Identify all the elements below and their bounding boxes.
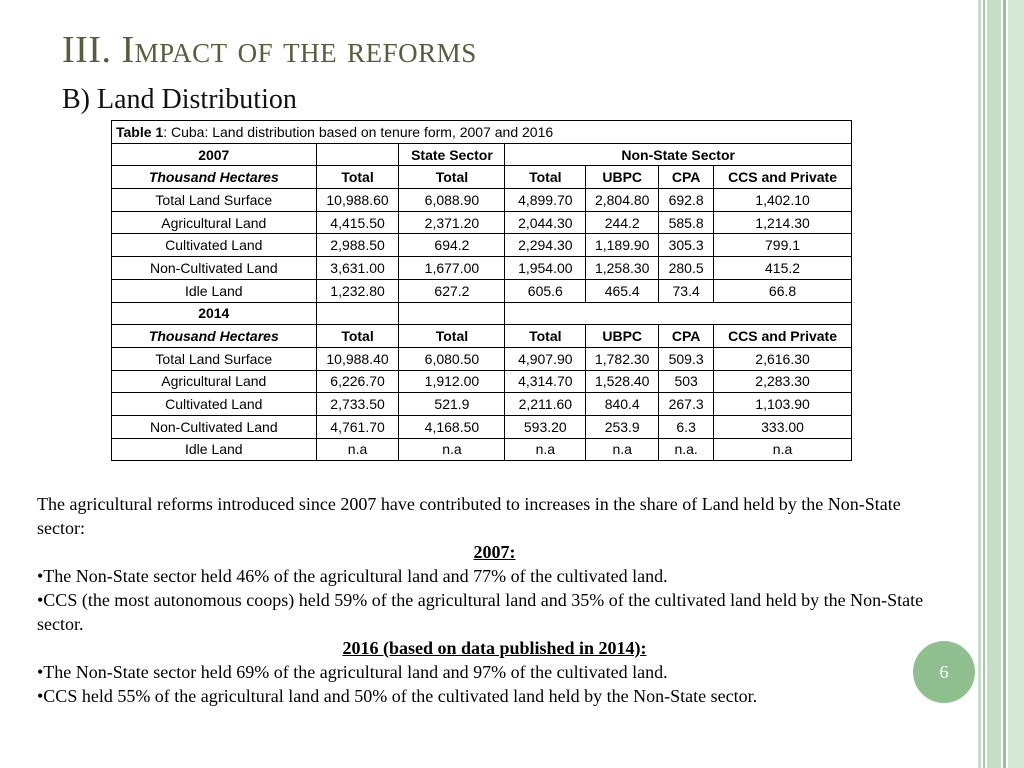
- table-cell: 267.3: [659, 393, 714, 416]
- table-row: [112, 393, 852, 416]
- year-2007-header: 2007: [112, 143, 317, 166]
- table-cell: 4,907.90: [505, 347, 586, 370]
- table-cell: 1,528.40: [586, 370, 659, 393]
- table-cell: 6,226.70: [316, 370, 399, 393]
- bullet-2016-1: •The Non-State sector held 69% of the agricultural land and 97% of the cultivated land.: [37, 662, 668, 682]
- column-header: Total: [316, 325, 399, 348]
- table-cell: 2,988.50: [316, 234, 399, 257]
- row-label: Cultivated Land: [112, 234, 317, 257]
- table-caption: [112, 121, 852, 144]
- table-cell: 1,258.30: [586, 257, 659, 280]
- table-row: [112, 279, 852, 302]
- column-header: CCS and Private: [714, 325, 852, 348]
- table-cell: 3,631.00: [316, 257, 399, 280]
- column-header: Thousand Hectares: [112, 166, 317, 189]
- column-header: CPA: [659, 166, 714, 189]
- heading-2016: 2016 (based on data published in 2014):: [342, 638, 647, 658]
- table-cell: 2,733.50: [316, 393, 399, 416]
- empty-cell: [316, 143, 399, 166]
- table-cell: 1,402.10: [714, 189, 852, 212]
- table-cell: 280.5: [659, 257, 714, 280]
- row-label: Non-Cultivated Land: [112, 257, 317, 280]
- slide-subtitle: B) Land Distribution: [62, 84, 297, 115]
- table-cell: 694.2: [399, 234, 505, 257]
- table-cell: 415.2: [714, 257, 852, 280]
- table-cell: 4,899.70: [505, 189, 586, 212]
- table-cell: 2,294.30: [505, 234, 586, 257]
- slide-title: III. Impact of the reforms: [62, 29, 477, 71]
- heading-2007: 2007:: [473, 542, 516, 562]
- table-cell: 503: [659, 370, 714, 393]
- caption-text: : Cuba: Land distribution based on tenure form, 2007 and 2016: [163, 123, 554, 140]
- page-number-badge: 6: [913, 641, 975, 703]
- column-header: CCS and Private: [714, 166, 852, 189]
- column-header: Total: [399, 166, 505, 189]
- table-cell: 2,044.30: [505, 211, 586, 234]
- column-header: Total: [505, 325, 586, 348]
- table-row: [112, 438, 852, 461]
- group-header-row-2014: [112, 302, 852, 325]
- table-cell: 2,211.60: [505, 393, 586, 416]
- table-row: [112, 211, 852, 234]
- table-cell: 305.3: [659, 234, 714, 257]
- state-sector-header: State Sector: [399, 143, 505, 166]
- table-cell: n.a: [586, 438, 659, 461]
- table-row: [112, 415, 852, 438]
- table-cell: 1,232.80: [316, 279, 399, 302]
- table-cell: 2,616.30: [714, 347, 852, 370]
- column-header: Total: [399, 325, 505, 348]
- table-cell: 1,214.30: [714, 211, 852, 234]
- table-cell: n.a.: [659, 438, 714, 461]
- table-row: [112, 234, 852, 257]
- table-cell: 585.8: [659, 211, 714, 234]
- table-cell: 799.1: [714, 234, 852, 257]
- table-cell: 1,782.30: [586, 347, 659, 370]
- column-header-row-2014: [112, 325, 852, 348]
- table-cell: 10,988.40: [316, 347, 399, 370]
- table-cell: 692.8: [659, 189, 714, 212]
- table-cell: 1,912.00: [399, 370, 505, 393]
- empty-cell: [399, 302, 505, 325]
- table-row: [112, 370, 852, 393]
- table-cell: 6,080.50: [399, 347, 505, 370]
- table-cell: 253.9: [586, 415, 659, 438]
- bullet-2016-2: •CCS held 55% of the agricultural land and 50% of the cultivated land held by the Non-State sector.: [37, 686, 758, 706]
- row-label: Agricultural Land: [112, 370, 317, 393]
- column-header: Total: [505, 166, 586, 189]
- table-cell: 333.00: [714, 415, 852, 438]
- bullet-2007-1: •The Non-State sector held 46% of the agricultural land and 77% of the cultivated land.: [37, 566, 668, 586]
- row-label: Total Land Surface: [112, 347, 317, 370]
- table-cell: 6,088.90: [399, 189, 505, 212]
- column-header: Thousand Hectares: [112, 325, 317, 348]
- table-cell: 2,371.20: [399, 211, 505, 234]
- table-cell: 4,314.70: [505, 370, 586, 393]
- row-label: Cultivated Land: [112, 393, 317, 416]
- table-cell: n.a: [714, 438, 852, 461]
- table-cell: 1,677.00: [399, 257, 505, 280]
- table-cell: 244.2: [586, 211, 659, 234]
- intro-paragraph: The agricultural reforms introduced since 2007 have contributed to increases in the share of Land held by the Non-State sector:: [37, 494, 901, 538]
- table-caption-row: [112, 121, 852, 144]
- row-label: Non-Cultivated Land: [112, 415, 317, 438]
- table-cell: 1,189.90: [586, 234, 659, 257]
- decorative-stripes: [978, 0, 1024, 768]
- non-state-sector-header: Non-State Sector: [505, 143, 852, 166]
- table-cell: 4,415.50: [316, 211, 399, 234]
- table-cell: 4,168.50: [399, 415, 505, 438]
- table-cell: 1,103.90: [714, 393, 852, 416]
- row-label: Total Land Surface: [112, 189, 317, 212]
- table-cell: 66.8: [714, 279, 852, 302]
- table-cell: 509.3: [659, 347, 714, 370]
- empty-cell: [316, 302, 399, 325]
- table-cell: 10,988.60: [316, 189, 399, 212]
- land-distribution-table: [111, 120, 852, 461]
- table-cell: 2,283.30: [714, 370, 852, 393]
- table-cell: n.a: [316, 438, 399, 461]
- empty-cell: [505, 302, 852, 325]
- body-text: [37, 492, 952, 708]
- table-cell: 73.4: [659, 279, 714, 302]
- table-row: [112, 189, 852, 212]
- bullet-2007-2: •CCS (the most autonomous coops) held 59% of the agricultural land and 35% of the cultivated land held by the Non-State sector.: [37, 590, 924, 634]
- column-header: Total: [316, 166, 399, 189]
- table-cell: 2,804.80: [586, 189, 659, 212]
- table-cell: 465.4: [586, 279, 659, 302]
- table-cell: 627.2: [399, 279, 505, 302]
- group-header-row-2007: [112, 143, 852, 166]
- table-row: [112, 257, 852, 280]
- table-cell: n.a: [505, 438, 586, 461]
- table-cell: 6.3: [659, 415, 714, 438]
- table-cell: 605.6: [505, 279, 586, 302]
- table-cell: n.a: [399, 438, 505, 461]
- year-2014-header: 2014: [112, 302, 317, 325]
- row-label: Idle Land: [112, 279, 317, 302]
- table-cell: 4,761.70: [316, 415, 399, 438]
- row-label: Agricultural Land: [112, 211, 317, 234]
- table-row: [112, 347, 852, 370]
- table-cell: 1,954.00: [505, 257, 586, 280]
- row-label: Idle Land: [112, 438, 317, 461]
- table-cell: 521.9: [399, 393, 505, 416]
- column-header-row-2007: [112, 166, 852, 189]
- column-header: UBPC: [586, 325, 659, 348]
- table-cell: 840.4: [586, 393, 659, 416]
- table-cell: 593.20: [505, 415, 586, 438]
- caption-label: Table 1: [116, 123, 164, 140]
- column-header: UBPC: [586, 166, 659, 189]
- column-header: CPA: [659, 325, 714, 348]
